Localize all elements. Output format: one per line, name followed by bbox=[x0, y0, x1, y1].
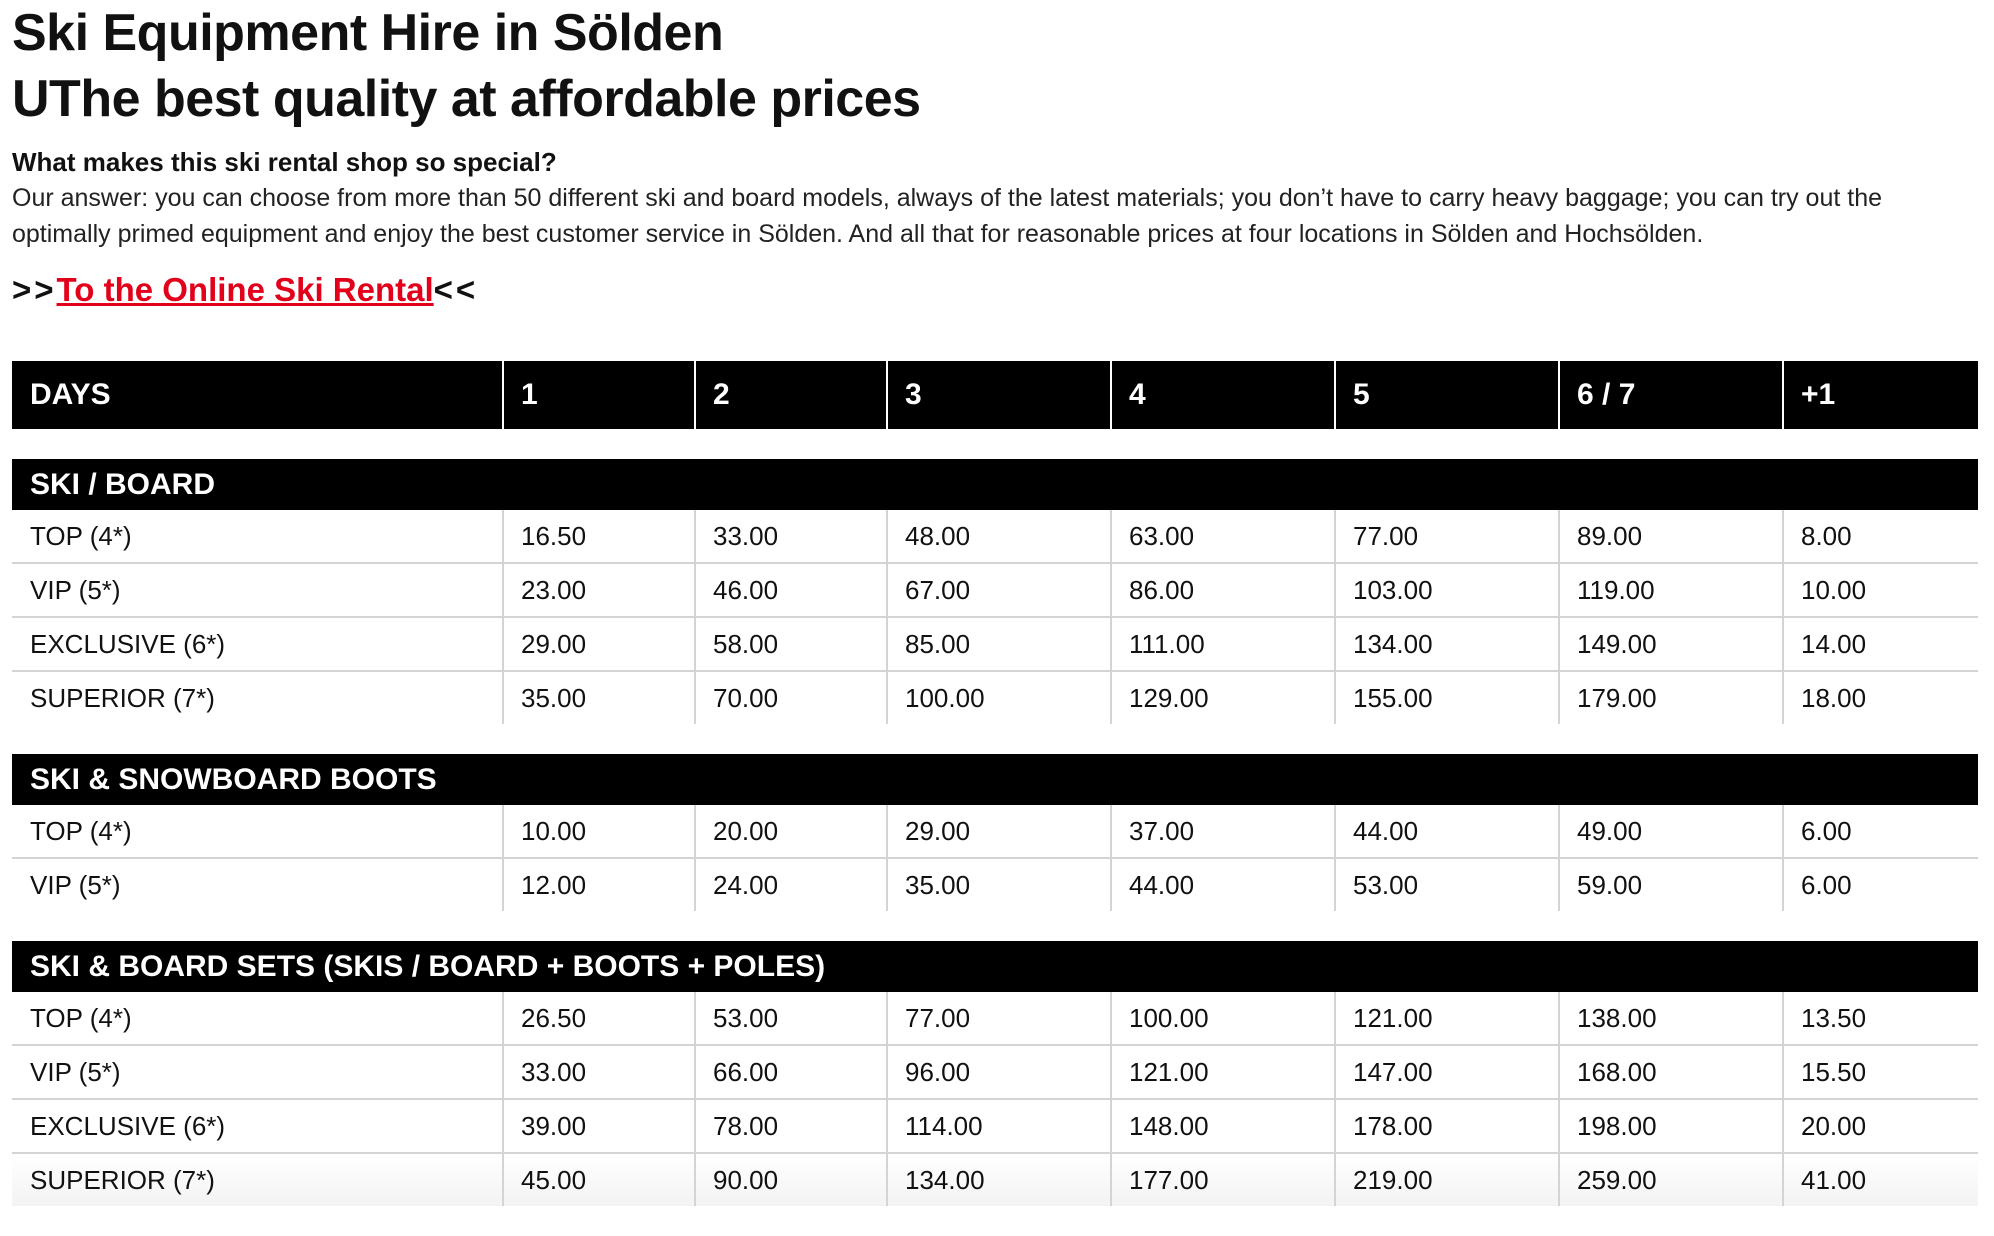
price-cell: 86.00 bbox=[1111, 563, 1335, 617]
column-header: 2 bbox=[695, 361, 887, 429]
price-cell: 67.00 bbox=[887, 563, 1111, 617]
table-row bbox=[12, 858, 1978, 911]
price-cell: 121.00 bbox=[1111, 1045, 1335, 1099]
price-cell: 12.00 bbox=[503, 858, 695, 911]
price-table bbox=[12, 361, 1978, 1206]
price-cell: 8.00 bbox=[1783, 510, 1978, 563]
price-cell: 37.00 bbox=[1111, 805, 1335, 858]
section-title: SKI & SNOWBOARD BOOTS bbox=[12, 754, 1978, 805]
price-cell: 59.00 bbox=[1559, 858, 1783, 911]
price-cell: 85.00 bbox=[887, 617, 1111, 671]
section-header-row bbox=[12, 459, 1978, 510]
price-cell: 49.00 bbox=[1559, 805, 1783, 858]
price-cell: 77.00 bbox=[887, 992, 1111, 1045]
row-label: TOP (4*) bbox=[12, 510, 503, 563]
table-row bbox=[12, 510, 1978, 563]
online-ski-rental-link[interactable]: To the Online Ski Rental bbox=[56, 271, 434, 308]
price-cell: 46.00 bbox=[695, 563, 887, 617]
price-cell: 26.50 bbox=[503, 992, 695, 1045]
price-cell: 138.00 bbox=[1559, 992, 1783, 1045]
price-cell: 14.00 bbox=[1783, 617, 1978, 671]
row-label: SUPERIOR (7*) bbox=[12, 1153, 503, 1206]
price-cell: 23.00 bbox=[503, 563, 695, 617]
price-cell: 177.00 bbox=[1111, 1153, 1335, 1206]
price-cell: 103.00 bbox=[1335, 563, 1559, 617]
row-label: EXCLUSIVE (6*) bbox=[12, 617, 503, 671]
price-cell: 10.00 bbox=[503, 805, 695, 858]
price-cell: 119.00 bbox=[1559, 563, 1783, 617]
row-label: TOP (4*) bbox=[12, 992, 503, 1045]
price-cell: 96.00 bbox=[887, 1045, 1111, 1099]
title-line-1: Ski Equipment Hire in Sölden bbox=[12, 4, 724, 62]
price-cell: 129.00 bbox=[1111, 671, 1335, 724]
section-spacer bbox=[12, 429, 1978, 459]
price-cell: 29.00 bbox=[503, 617, 695, 671]
price-cell: 219.00 bbox=[1335, 1153, 1559, 1206]
price-cell: 18.00 bbox=[1783, 671, 1978, 724]
intro-answer: Our answer: you can choose from more than 50 different ski and board models, always of the latest materials; you don’t have to carry heavy baggage; you can try out the optimally primed equipment and enjoy the best customer service in Sölden. And all that for reasonable prices at four locations in Sölden and Hochsölden. bbox=[12, 184, 1883, 248]
price-cell: 100.00 bbox=[1111, 992, 1335, 1045]
row-label: EXCLUSIVE (6*) bbox=[12, 1099, 503, 1153]
table-row bbox=[12, 1153, 1978, 1206]
price-cell: 35.00 bbox=[887, 858, 1111, 911]
section-spacer bbox=[12, 724, 1978, 754]
title-line-2: UThe best quality at affordable prices bbox=[12, 70, 921, 128]
price-cell: 114.00 bbox=[887, 1099, 1111, 1153]
page-title bbox=[12, 0, 921, 132]
price-cell: 13.50 bbox=[1783, 992, 1978, 1045]
section-header-row bbox=[12, 941, 1978, 992]
price-cell: 33.00 bbox=[503, 1045, 695, 1099]
price-cell: 33.00 bbox=[695, 510, 887, 563]
price-cell: 134.00 bbox=[1335, 617, 1559, 671]
price-cell: 35.00 bbox=[503, 671, 695, 724]
section-header-row bbox=[12, 754, 1978, 805]
section-title: SKI / BOARD bbox=[12, 459, 1978, 510]
row-label: VIP (5*) bbox=[12, 563, 503, 617]
price-cell: 111.00 bbox=[1111, 617, 1335, 671]
column-header: 6 / 7 bbox=[1559, 361, 1783, 429]
table-row bbox=[12, 617, 1978, 671]
price-cell: 45.00 bbox=[503, 1153, 695, 1206]
section-title: SKI & BOARD SETS (SKIS / BOARD + BOOTS + POLES) bbox=[12, 941, 1978, 992]
intro-question: What makes this ski rental shop so special? bbox=[12, 147, 557, 177]
row-label: VIP (5*) bbox=[30, 869, 121, 900]
price-cell: 70.00 bbox=[695, 671, 887, 724]
price-cell: 63.00 bbox=[1111, 510, 1335, 563]
price-cell: 41.00 bbox=[1783, 1153, 1978, 1206]
price-cell: 29.00 bbox=[887, 805, 1111, 858]
price-cell: 20.00 bbox=[695, 805, 887, 858]
table-row bbox=[12, 805, 1978, 858]
row-label: VIP (5*) bbox=[12, 1045, 503, 1099]
link-suffix: << bbox=[433, 271, 479, 308]
price-cell: 147.00 bbox=[1335, 1045, 1559, 1099]
spacer-cell bbox=[12, 911, 1978, 941]
price-cell: 58.00 bbox=[695, 617, 887, 671]
price-cell: 89.00 bbox=[1559, 510, 1783, 563]
price-cell: 90.00 bbox=[695, 1153, 887, 1206]
price-cell: 77.00 bbox=[1335, 510, 1559, 563]
column-header: DAYS bbox=[12, 361, 503, 429]
table-row bbox=[12, 1099, 1978, 1153]
price-cell: 100.00 bbox=[887, 671, 1111, 724]
section-spacer bbox=[12, 911, 1978, 941]
price-cell: 44.00 bbox=[1111, 858, 1335, 911]
price-cell: 53.00 bbox=[1335, 858, 1559, 911]
table-row bbox=[12, 1045, 1978, 1099]
price-cell: 6.00 bbox=[1783, 858, 1978, 911]
column-header: 4 bbox=[1111, 361, 1335, 429]
table-row bbox=[12, 671, 1978, 724]
price-cell: 148.00 bbox=[1111, 1099, 1335, 1153]
price-cell: 168.00 bbox=[1559, 1045, 1783, 1099]
table-row bbox=[12, 992, 1978, 1045]
online-rental-link-line bbox=[12, 268, 478, 312]
price-cell: 48.00 bbox=[887, 510, 1111, 563]
spacer-cell bbox=[12, 724, 1978, 754]
price-cell: 44.00 bbox=[1335, 805, 1559, 858]
price-table-body bbox=[12, 361, 1978, 1206]
column-header: +1 bbox=[1783, 361, 1978, 429]
price-cell: 78.00 bbox=[695, 1099, 887, 1153]
price-cell: 24.00 bbox=[695, 858, 887, 911]
price-cell: 39.00 bbox=[503, 1099, 695, 1153]
spacer-cell bbox=[12, 429, 1978, 459]
price-cell: 20.00 bbox=[1783, 1099, 1978, 1153]
price-cell: 6.00 bbox=[1783, 805, 1978, 858]
row-label: TOP (4*) bbox=[12, 805, 503, 858]
price-cell: 53.00 bbox=[695, 992, 887, 1045]
price-cell: 66.00 bbox=[695, 1045, 887, 1099]
price-cell: 259.00 bbox=[1559, 1153, 1783, 1206]
price-cell: 155.00 bbox=[1335, 671, 1559, 724]
price-cell: 10.00 bbox=[1783, 563, 1978, 617]
price-cell: 16.50 bbox=[503, 510, 695, 563]
price-cell: 198.00 bbox=[1559, 1099, 1783, 1153]
price-cell: 149.00 bbox=[1559, 617, 1783, 671]
column-header: 3 bbox=[887, 361, 1111, 429]
table-header-row bbox=[12, 361, 1978, 429]
table-row bbox=[12, 563, 1978, 617]
price-cell: 179.00 bbox=[1559, 671, 1783, 724]
price-cell: 15.50 bbox=[1783, 1045, 1978, 1099]
price-cell: 178.00 bbox=[1335, 1099, 1559, 1153]
price-cell: 134.00 bbox=[887, 1153, 1111, 1206]
price-cell: 121.00 bbox=[1335, 992, 1559, 1045]
column-header: 5 bbox=[1335, 361, 1559, 429]
column-header: 1 bbox=[503, 361, 695, 429]
link-prefix: >> bbox=[12, 271, 57, 308]
row-label: SUPERIOR (7*) bbox=[30, 682, 215, 713]
